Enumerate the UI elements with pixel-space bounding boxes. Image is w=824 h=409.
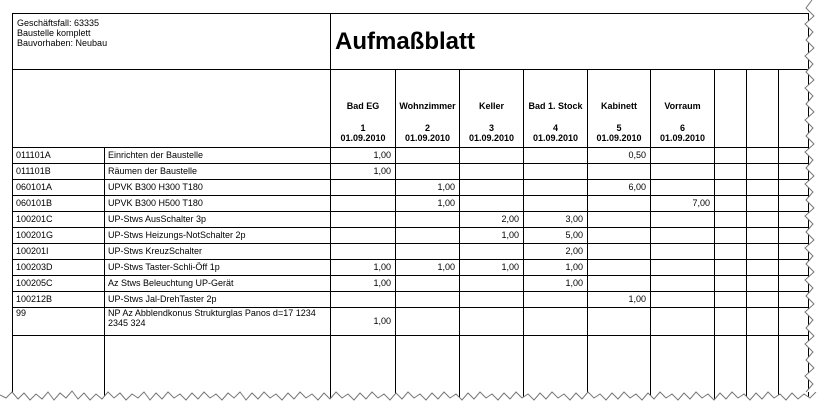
quantity-cell: 7,00 xyxy=(651,196,715,212)
item-description: Az Stws Beleuchtung UP-Gerät xyxy=(105,276,331,292)
room-number: 2 xyxy=(424,123,430,133)
item-code: 100201G xyxy=(13,228,105,244)
item-description: NP Az Abblendkonus Strukturglas Panos d=17 1234 2345 324 xyxy=(105,308,331,336)
room-number: 1 xyxy=(360,123,366,133)
quantity-cell: 1,00 xyxy=(331,276,396,292)
item-description: UPVK B300 H500 T180 xyxy=(105,196,331,212)
room-name: Bad 1. Stock xyxy=(528,101,583,111)
item-description: Räumen der Baustelle xyxy=(105,164,331,180)
quantity-cell: 1,00 xyxy=(396,260,460,276)
quantity-cell: 1,00 xyxy=(331,164,396,180)
room-date: 01.09.2010 xyxy=(404,133,451,143)
quantity-cell: 1,00 xyxy=(331,260,396,276)
room-number: 6 xyxy=(679,123,685,133)
quantity-cell: 1,00 xyxy=(331,308,396,336)
quantity-cell: 1,00 xyxy=(524,276,588,292)
room-date: 01.09.2010 xyxy=(596,133,642,143)
item-code: 060101B xyxy=(13,196,105,212)
quantity-cell: 3,00 xyxy=(524,212,588,228)
room-date: 01.09.2010 xyxy=(659,133,706,143)
item-description: UP-Stws Heizungs-NotSchalter 2p xyxy=(105,228,331,244)
item-code: 99 xyxy=(13,308,105,336)
room-number: 3 xyxy=(488,123,494,133)
quantity-cell: 5,00 xyxy=(524,228,588,244)
item-code: 100203D xyxy=(13,260,105,276)
aufmass-sheet xyxy=(12,13,812,393)
room-name: Keller xyxy=(478,101,504,111)
item-description: Einrichten der Baustelle xyxy=(105,148,331,164)
item-description: UP-Stws Jal-DrehTaster 2p xyxy=(105,292,331,308)
item-description: UPVK B300 H300 T180 xyxy=(105,180,331,196)
room-number: 4 xyxy=(552,123,558,133)
item-code: 100201I xyxy=(13,244,105,260)
item-code: 100212B xyxy=(13,292,105,308)
room-date: 01.09.2010 xyxy=(532,133,579,143)
room-name: Wohnzimmer xyxy=(399,101,456,111)
quantity-cell: 1,00 xyxy=(396,180,460,196)
room-date: 01.09.2010 xyxy=(340,133,386,143)
quantity-cell: 1,00 xyxy=(331,148,396,164)
room-name: Kabinett xyxy=(601,101,637,111)
quantity-cell: 6,00 xyxy=(588,180,651,196)
item-code: 100205C xyxy=(13,276,105,292)
item-description: UP-Stws KreuzSchalter xyxy=(105,244,331,260)
case-number: Geschäftsfall: 63335 xyxy=(17,18,100,28)
quantity-cell: 2,00 xyxy=(524,244,588,260)
project-type: Bauvorhaben: Neubau xyxy=(17,38,108,48)
site-status: Baustelle komplett xyxy=(17,28,91,38)
room-date: 01.09.2010 xyxy=(468,133,515,143)
quantity-cell: 1,00 xyxy=(524,260,588,276)
item-description: UP-Stws AusSchalter 3p xyxy=(105,212,331,228)
quantity-cell: 1,00 xyxy=(588,292,651,308)
room-number: 5 xyxy=(616,123,622,133)
item-code: 011101B xyxy=(13,164,105,180)
page-title: Aufmaßblatt xyxy=(331,14,809,70)
item-description: UP-Stws Taster-Schli-Öff 1p xyxy=(105,260,331,276)
quantity-cell: 1,00 xyxy=(460,260,524,276)
quantity-cell: 0,50 xyxy=(588,148,651,164)
quantity-cell: 1,00 xyxy=(460,228,524,244)
item-code: 060101A xyxy=(13,180,105,196)
room-name: Bad EG xyxy=(346,101,380,111)
quantity-cell: 2,00 xyxy=(460,212,524,228)
item-code: 011101A xyxy=(13,148,105,164)
item-code: 100201C xyxy=(13,212,105,228)
quantity-cell: 1,00 xyxy=(396,196,460,212)
room-name: Vorraum xyxy=(664,101,701,111)
